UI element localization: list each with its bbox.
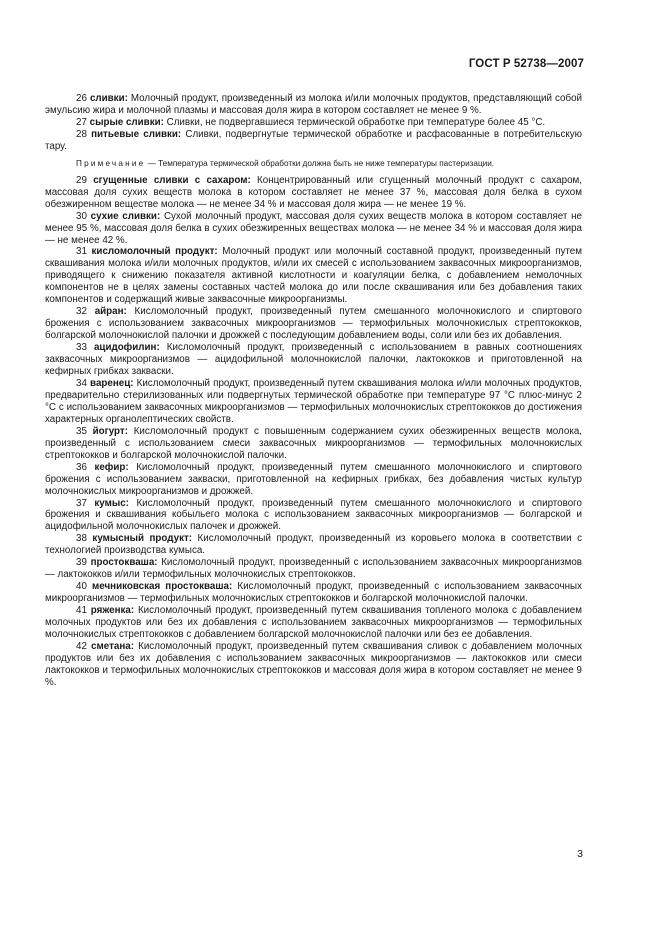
term: сметана: [91, 640, 134, 652]
term: айран: [94, 306, 127, 318]
definition-30: 30 сухие сливки: Сухой молочный продукт, массовая доля сухих веществ молока в котором составляет не менее 95 %, массовая доля белка в сухих обезжиренных веществах молока — не менее 34 % и массовая доля жира — не менее 42 %. [45, 210, 582, 246]
term: мечниковская простокваша: [92, 581, 233, 593]
definition-35: 35 йогурт: Кисломолочный продукт с повышенным содержанием сухих обезжиренных веществ молока, произведенный с использованием смеси заквасочных микроорганизмов — термофильных молочнокислых стрептококков и болгарской молочнокислой палочки. [45, 425, 582, 461]
page-number: 3 [577, 848, 583, 860]
definition-37: 37 кумыс: Кисломолочный продукт, произведенный путем смешанного молочнокислого и спиртового брожения и сквашивания кобыльего молока с использованием заквасочных микроорганизмов — болгарской и ацидофильной молочнокислых палочек и дрожжей. [45, 497, 582, 533]
term: кумыс: [94, 497, 129, 509]
term: ряженка: [90, 605, 135, 617]
standard-designation: ГОСТ Р 52738—2007 [468, 58, 584, 70]
definition-33: 33 ацидофилин: Кисломолочный продукт, произведенный с использованием в равных соотношениях заквасочных микроорганизмов — ацидофильной молочнокислой палочки, лактококков и приготовленной на кефирных грибках закваски. [45, 342, 582, 378]
term: ацидофилин: [93, 342, 160, 354]
definition-36: 36 кефир: Кисломолочный продукт, произведенный путем смешанного молочнокислого и спиртового брожения с использованием закваски, приготовленной на кефирных грибках, без добавления чистых культур молочнокислых микроорганизмов и дрожжей. [45, 461, 582, 497]
note [45, 158, 582, 169]
term: питьевые сливки: [91, 128, 182, 140]
definition-28: 28 питьевые сливки: Сливки, подвергнутые термической обработке и расфасованные в потребительскую тару. [45, 128, 582, 152]
definition-42: 42 сметана: Кисломолочный продукт, произведенный путем сквашивания сливок с добавлением молочных продуктов или без их добавления с использованием заквасочных микроорганизмов — лактококков или смеси лактококков и термофильных молочнокислых стрептококков и массовая доля жира в котором составляет не менее 9 %. [45, 640, 582, 688]
definition-38: 38 кумысный продукт: Кисломолочный продукт, произведенный из коровьего молока в соответствии с технологией производства кумыса. [45, 533, 582, 557]
definition-34: 34 варенец: Кисломолочный продукт, произведенный путем сквашивания молока и/или молочных продуктов, предварительно стерилизованных или подвергнутых термической обработке при температуре 97 °С плюс-минус 2 °С с использованием заквасочных микроорганизмов — термофильных молочнокислых стрептококков до достижения характерных органолептических свойств. [45, 377, 582, 425]
term: кефир: [94, 461, 129, 473]
definition-39: 39 простокваша: Кисломолочный продукт, произведенный с использованием заквасочных микроорганизмов — лактококков и/или термофильных молочнокислых стрептококков. [45, 557, 582, 581]
term: сгущенные сливки с сахаром: [93, 174, 251, 186]
definition-26: 26 сливки: Молочный продукт, произведенный из молока и/или молочных продуктов, представляющий собой эмульсию жира и молочной плазмы и массовая доля жира в котором составляет не менее 9 %. [45, 93, 582, 116]
term: варенец: [90, 377, 134, 389]
definition-41: 41 ряженка: Кисломолочный продукт, произведенный путем сквашивания топленого молока с добавлением молочных продуктов или без их добавления с использованием заквасочных микроорганизмов — термофильных молочнокислых стрептококков с добавлением болгарской молочнокислой палочки или без ее добавления. [45, 605, 582, 640]
note-text: — Температура термической обработки должна быть не ниже температуры пастеризации. [145, 158, 495, 168]
definition-27: 27 сырые сливки: Сливки, не подвергавшиеся термической обработке при температуре более 45 °С. [76, 116, 546, 128]
term: кисломолочный продукт: [91, 246, 218, 258]
definition-40: 40 мечниковская простокваша: Кисломолочный продукт, произведенный с использованием заквасочных микроорганизмов — термофильных молочнокислых стрептококков и болгарской молочнокислой палочки. [45, 581, 582, 605]
definition-31: 31 кисломолочный продукт: Молочный продукт или молочный составной продукт, произведенный путем сквашивания молока и/или молочных продуктов, и/или их смесей с использованием заквасочных микроорганизмов, приводящего к снижению показателя активной кислотности и коагуляции белка, с добавлением немолочных компонентов не в целях замены составных частей молока до или после сквашивания или без добавления таких компонентов и содержащий живые заквасочные микроорганизмы. [45, 246, 582, 306]
term: сырые сливки: [89, 116, 164, 128]
term: сухие сливки: [90, 210, 161, 222]
definition-29: 29 сгущенные сливки с сахаром: Концентрированный или сгущенный молочный продукт с сахаром, массовая доля сухих веществ молока в котором составляет не менее 37 %, массовая доля белка в сухом обезжиренном веществе молока — не менее 34 % и массовая доля жира — не менее 19 %. [45, 174, 582, 210]
term: кумысный продукт: [92, 533, 193, 545]
term: простокваша: [90, 557, 158, 569]
term: йогурт: [92, 425, 128, 437]
definitions-body [45, 93, 582, 689]
term: сливки: [89, 93, 128, 104]
note-label: Примечание [76, 158, 146, 168]
definition-32: 32 айран: Кисломолочный продукт, произведенный путем смешанного молочнокислого и спиртового брожения с использованием заквасочных микроорганизмов — термофильных молочнокислых стрептококков, болгарской молочнокислой палочки и дрожжей с последующим добавлением воды, соли или без их добавления. [45, 306, 582, 342]
